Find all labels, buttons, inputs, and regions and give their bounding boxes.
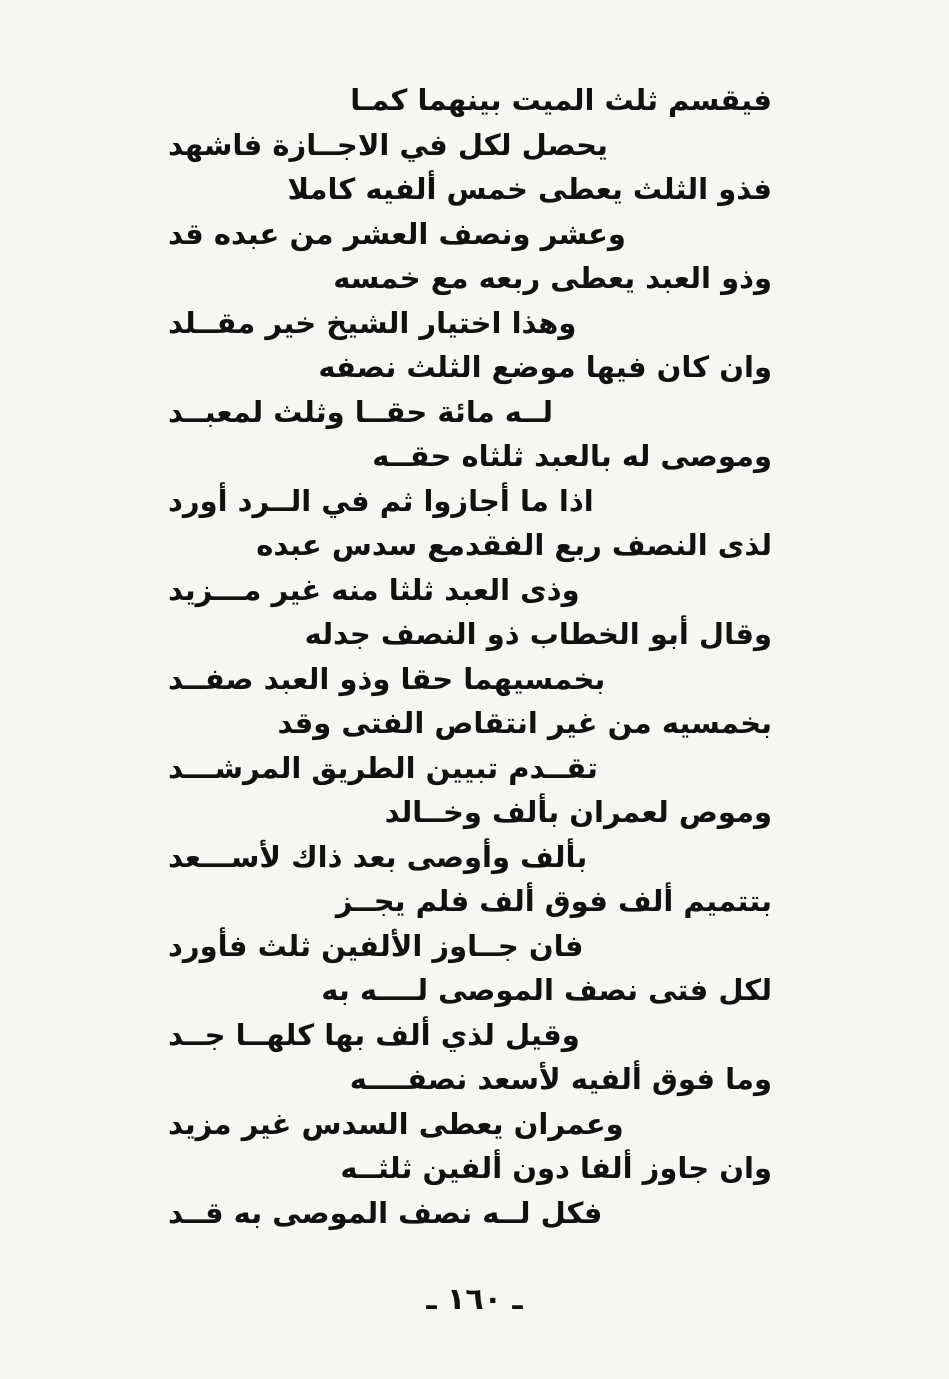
verse-line: وذى العبد ثلثا منه غير مـــزيد bbox=[168, 572, 580, 607]
verse-line: بخمسيهما حقا وذو العبد صفــد bbox=[168, 661, 606, 696]
verse-line: وذو العبد يعطى ربعه مع خمسه bbox=[333, 261, 772, 295]
poem-text bbox=[150, 78, 790, 1235]
verse-line: بتتميم ألف فوق ألف فلم يجــز bbox=[335, 884, 772, 918]
verse-line: وعشر ونصف العشر من عبده قد bbox=[168, 216, 626, 251]
verse-line: تقــدم تبيين الطريق المرشـــد bbox=[168, 750, 598, 785]
verse-line: وعمران يعطى السدس غير مزيد bbox=[168, 1106, 624, 1141]
verse-line: وموص لعمران بألف وخــالد bbox=[384, 795, 772, 829]
verse-line: يحصل لكل في الاجــازة فاشهد bbox=[168, 127, 608, 162]
verse-line: وموصى له بالعبد ثلثاه حقــه bbox=[372, 439, 772, 473]
verse-line: وهذا اختيار الشيخ خير مقــلد bbox=[168, 305, 577, 340]
verse-line: فذو الثلث يعطى خمس ألفيه كاملا bbox=[287, 172, 772, 206]
verse-line: وان جاوز ألفا دون ألفين ثلثــه bbox=[340, 1151, 772, 1185]
verse-line: فكل لــه نصف الموصى به قــد bbox=[168, 1195, 603, 1230]
verse-line: بألف وأوصى بعد ذاك لأســـعد bbox=[168, 839, 588, 874]
verse-line: بخمسيه من غير انتقاص الفتى وقد bbox=[277, 706, 772, 740]
verse-line: لكل فتى نصف الموصى لــــه به bbox=[321, 973, 772, 1007]
verse-line: فيقسم ثلث الميت بينهما كمـا bbox=[350, 83, 772, 117]
verse-line: وان كان فيها موضع الثلث نصفه bbox=[318, 350, 772, 384]
verse-line: وقال أبو الخطاب ذو النصف جدله bbox=[304, 617, 772, 651]
verse-line: فان جــاوز الألفين ثلث فأورد bbox=[168, 928, 584, 963]
verse-line: وقيل لذي ألف بها كلهــا جــد bbox=[168, 1017, 580, 1052]
verse-line: وما فوق ألفيه لأسعد نصفــــه bbox=[349, 1062, 772, 1096]
page-number: ـ ١٦٠ ـ bbox=[426, 1282, 523, 1317]
verse-line: لذى النصف ربع الفقدمع سدس عبده bbox=[256, 528, 772, 562]
verse-line: لــه مائة حقــا وثلث لمعبــد bbox=[168, 394, 554, 429]
verse-line: اذا ما أجازوا ثم في الــرد أورد bbox=[168, 483, 594, 518]
